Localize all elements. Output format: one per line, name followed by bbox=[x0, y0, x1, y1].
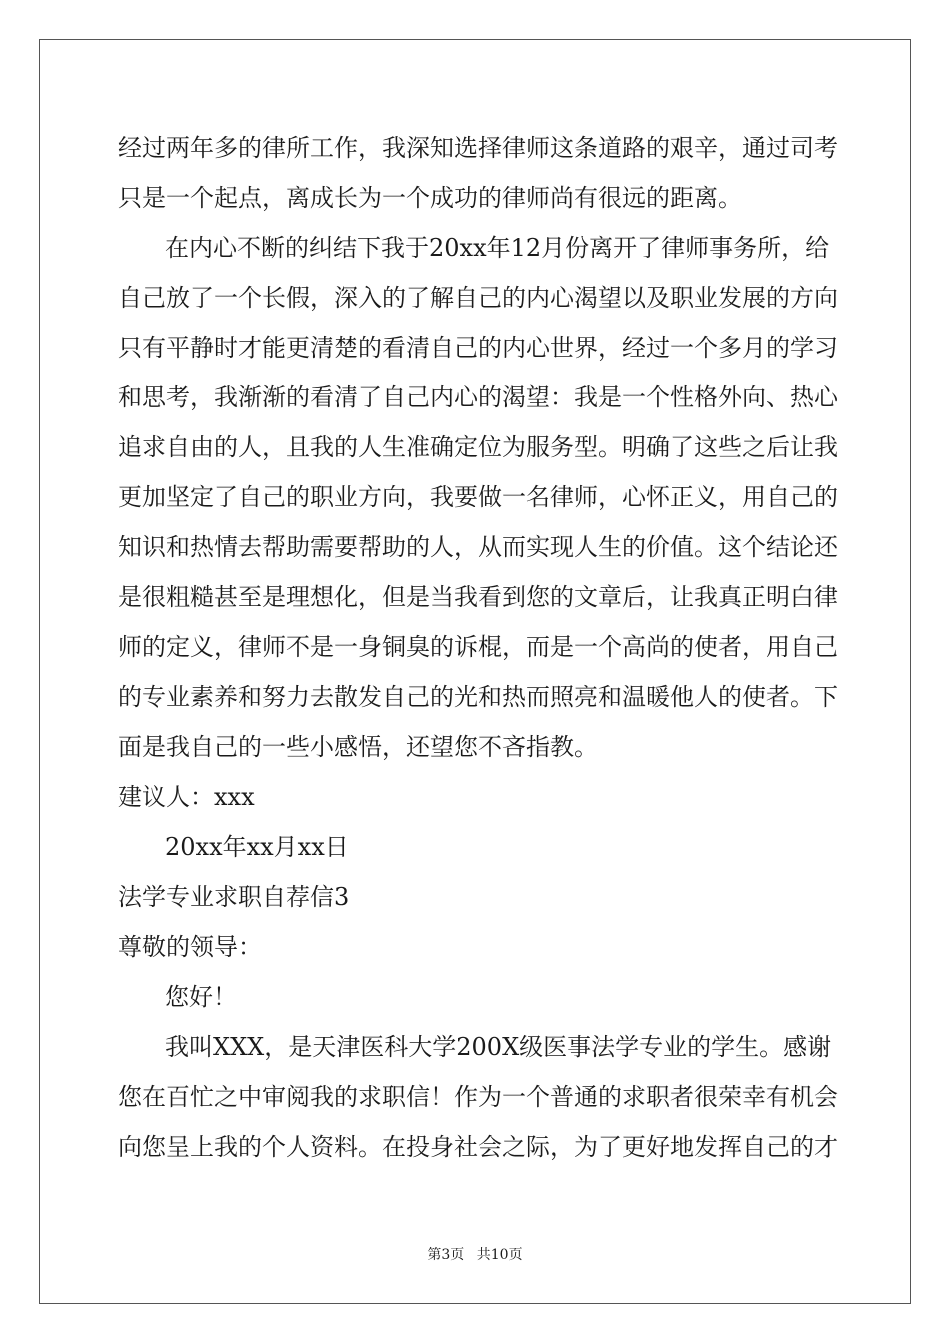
page-frame bbox=[39, 39, 911, 1304]
paragraph-start-line: 我叫XXX，是天津医科大学200X级医事法学专业的学生。感谢 bbox=[165, 1033, 832, 1061]
page-footer bbox=[0, 1246, 950, 1264]
paragraph-start-line: 在内心不断的纠结下我于20xx年12月份离开了律师事务所，给 bbox=[165, 234, 830, 262]
body-line: 经过两年多的律所工作，我深知选择律师这条道路的艰辛，通过司考 bbox=[118, 134, 838, 162]
body-line: 您在百忙之中审阅我的求职信！作为一个普通的求职者很荣幸有机会 bbox=[118, 1083, 838, 1111]
body-line: 的专业素养和努力去散发自己的光和热而照亮和温暖他人的使者。下 bbox=[118, 683, 838, 711]
body-line: 更加坚定了自己的职业方向，我要做一名律师，心怀正义，用自己的 bbox=[118, 483, 838, 511]
signature-line: 建议人：xxx bbox=[118, 783, 255, 811]
section-title: 法学专业求职自荐信3 bbox=[118, 883, 350, 911]
body-line: 和思考，我渐渐的看清了自己内心的渴望：我是一个性格外向、热心 bbox=[118, 383, 838, 411]
body-line: 只有平静时才能更清楚的看清自己的内心世界，经过一个多月的学习 bbox=[118, 334, 838, 362]
page-number: 第3页 bbox=[427, 1247, 465, 1263]
page-total: 共10页 bbox=[476, 1247, 523, 1263]
greeting: 您好！ bbox=[165, 983, 237, 1011]
body-line: 知识和热情去帮助需要帮助的人，从而实现人生的价值。这个结论还 bbox=[118, 533, 838, 561]
body-line: 追求自由的人，且我的人生准确定位为服务型。明确了这些之后让我 bbox=[118, 433, 838, 461]
body-line: 师的定义，律师不是一身铜臭的诉棍，而是一个高尚的使者，用自己 bbox=[118, 633, 838, 661]
body-line: 自己放了一个长假，深入的了解自己的内心渴望以及职业发展的方向 bbox=[118, 284, 838, 312]
body-line: 向您呈上我的个人资料。在投身社会之际，为了更好地发挥自己的才 bbox=[118, 1133, 838, 1161]
body-line: 是很粗糙甚至是理想化，但是当我看到您的文章后，让我真正明白律 bbox=[118, 583, 838, 611]
salutation: 尊敬的领导： bbox=[118, 933, 262, 961]
body-line: 面是我自己的一些小感悟，还望您不吝指教。 bbox=[118, 733, 598, 761]
date-line: 20xx年xx月xx日 bbox=[165, 833, 349, 861]
body-line: 只是一个起点，离成长为一个成功的律师尚有很远的距离。 bbox=[118, 184, 742, 212]
